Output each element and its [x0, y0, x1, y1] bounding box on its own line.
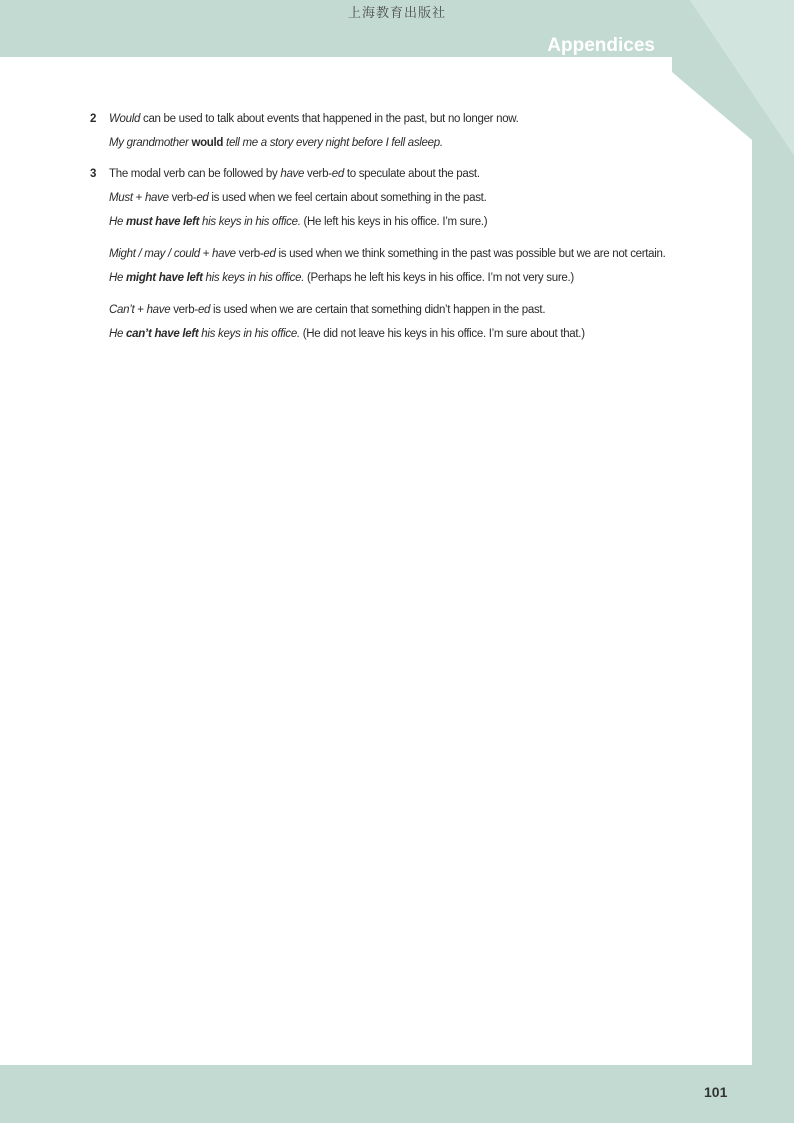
emphasis-text: might have left — [126, 272, 203, 284]
grammar-notes — [90, 111, 690, 343]
emphasis-text: must have left — [126, 216, 200, 228]
example-line — [109, 214, 690, 231]
rule-line — [109, 302, 690, 319]
plain-text: (He did not leave his keys in his office. I’m sure about that.) — [299, 328, 585, 340]
emphasis-text: would — [191, 137, 224, 149]
plain-text: is used when we feel certain about something in the past. — [208, 192, 487, 204]
emphasis-text: My grandmother — [109, 137, 192, 149]
plain-text: can be used to talk about events that happened in the past, but no longer now. — [140, 113, 519, 125]
rule-line — [109, 190, 690, 207]
emphasis-text: tell me a story every night before I fell asleep. — [223, 137, 443, 149]
emphasis-text: He — [109, 272, 126, 284]
rule-line — [109, 111, 690, 128]
emphasis-text: have — [212, 248, 236, 260]
example-line — [109, 135, 690, 152]
plain-text: + — [132, 192, 145, 204]
example-line — [109, 326, 690, 343]
emphasis-text: have — [280, 168, 305, 180]
emphasis-text: Might / may / could — [109, 248, 200, 260]
publisher-name: 上海教育出版社 — [347, 6, 446, 21]
plain-text: verb- — [170, 304, 198, 316]
plain-text: + — [199, 248, 213, 260]
emphasis-text: He — [109, 328, 126, 340]
emphasis-text: Can’t — [109, 304, 135, 316]
item-number: 3 — [90, 168, 97, 180]
emphasis-text: He — [109, 216, 126, 228]
rule-line — [109, 166, 690, 183]
example-line — [109, 270, 690, 287]
plain-text: verb- — [304, 168, 332, 180]
emphasis-text: ed — [263, 248, 276, 260]
plain-text: to speculate about the past. — [343, 168, 480, 180]
note-item-2 — [90, 111, 690, 152]
plain-text: + — [134, 304, 147, 316]
emphasis-text: Would — [109, 113, 141, 125]
emphasis-text: ed — [196, 192, 209, 204]
plain-text: (He left his keys in his office. I’m sure.) — [300, 216, 488, 228]
plain-text: verb- — [235, 248, 264, 260]
emphasis-text: ed — [331, 168, 344, 180]
plain-text: is used when we think something in the past was possible but we are not certain. — [275, 248, 666, 260]
emphasis-text: have — [144, 192, 169, 204]
emphasis-text: his keys in his office. — [202, 272, 305, 284]
emphasis-text: have — [146, 304, 171, 316]
emphasis-text: his keys in his office. — [199, 216, 301, 228]
section-title: Appendices — [547, 35, 655, 56]
plain-text: The modal verb can be followed by — [109, 168, 281, 180]
emphasis-text: can’t have left — [126, 328, 199, 340]
item-number: 2 — [90, 113, 97, 125]
page-number: 101 — [704, 1084, 728, 1100]
plain-text: verb- — [168, 192, 197, 204]
note-item-3 — [90, 166, 690, 343]
emphasis-text: Must — [109, 192, 133, 204]
plain-text: is used when we are certain that something didn’t happen in the past. — [210, 304, 546, 316]
footer-band — [0, 1065, 794, 1123]
plain-text: (Perhaps he left his keys in his office. I’m not very sure.) — [304, 272, 574, 284]
rule-line — [109, 246, 690, 263]
emphasis-text: ed — [197, 304, 211, 316]
emphasis-text: his keys in his office. — [198, 328, 300, 340]
